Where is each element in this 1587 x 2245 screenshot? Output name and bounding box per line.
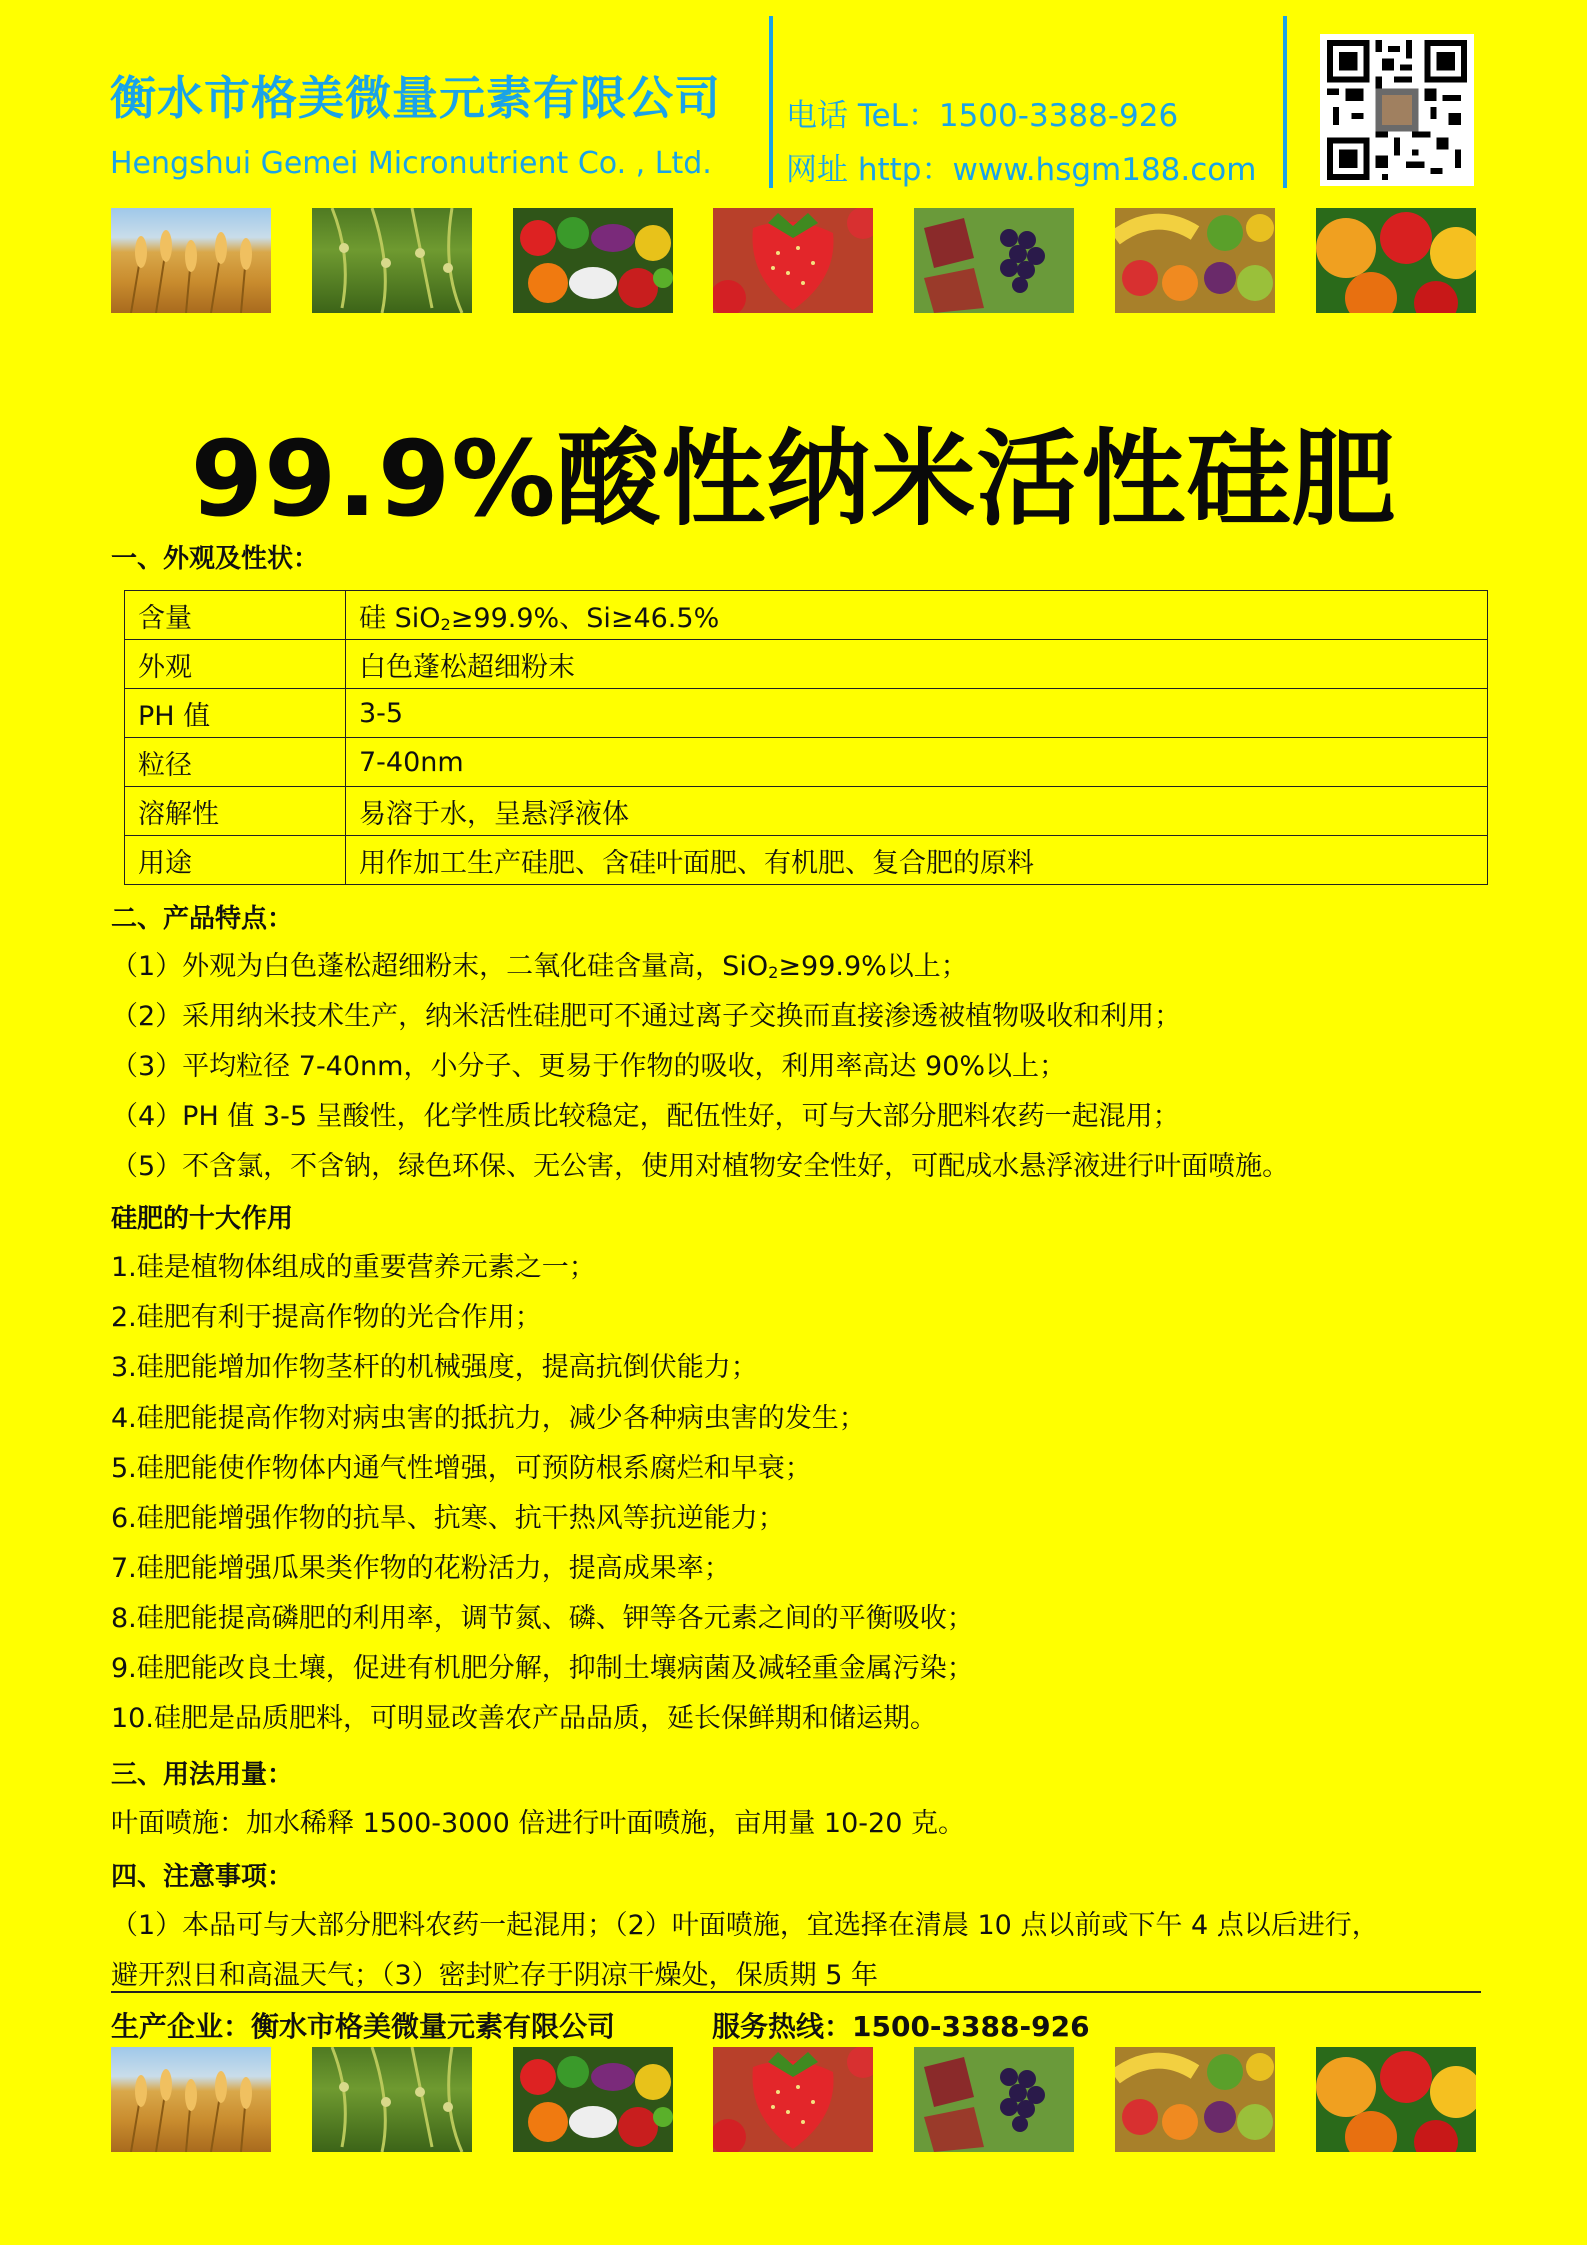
producer-text: 生产企业：衡水市格美微量元素有限公司 [111, 2010, 616, 2043]
vegetables-photo [513, 208, 673, 313]
section3-heading: 三、用法用量： [111, 1760, 294, 1790]
section2-heading: 二、产品特点： [111, 904, 294, 934]
feature-item: （3）平均粒径 7-40nm，小分子、更易于作物的吸收，利用率高达 90%以上； [111, 1051, 1067, 1082]
rice-photo [312, 208, 472, 313]
rice-photo [312, 2047, 472, 2152]
function-item: 6.硅肥能增强作物的抗旱、抗寒、抗干热风等抗逆能力； [111, 1503, 785, 1534]
header-divider-right [1283, 16, 1287, 188]
function-item: 2.硅肥有利于提高作物的光合作用； [111, 1302, 542, 1333]
properties-table [124, 590, 1488, 885]
property-value: 硅 SiO$_2$≥99.9%、Si≥46.5% [346, 591, 1488, 640]
property-value: 白色蓬松超细粉末 [346, 640, 1488, 689]
phone-text: 电话 TeL：1500-3388-926 [786, 98, 1179, 134]
company-name-cn: 衡水市格美微量元素有限公司 [110, 71, 721, 125]
property-value: 7-40nm [346, 738, 1488, 787]
website-link[interactable]: 网址 http：www.hsgm188.com [786, 152, 1257, 188]
citrus-photo [1316, 2047, 1476, 2152]
header-divider-left [769, 16, 773, 188]
function-item: 5.硅肥能使作物体内通气性增强，可预防根系腐烂和早衰； [111, 1453, 812, 1484]
table-row [125, 591, 1488, 640]
header [0, 0, 1587, 200]
functions-heading: 硅肥的十大作用 [111, 1204, 294, 1234]
wheat-photo [111, 2047, 271, 2152]
vegetables-photo [513, 2047, 673, 2152]
qr-code[interactable] [1320, 34, 1474, 186]
section4-heading: 四、注意事项： [111, 1862, 294, 1892]
usage-text: 叶面喷施：加水稀释 1500-3000 倍进行叶面喷施，亩用量 10-20 克。 [111, 1808, 965, 1839]
property-value: 易溶于水，呈悬浮液体 [346, 787, 1488, 836]
property-key: 外观 [125, 640, 346, 689]
property-key: PH 值 [125, 689, 346, 738]
function-item: 4.硅肥能提高作物对病虫害的抵抗力，减少各种病虫害的发生； [111, 1403, 866, 1434]
table-row [125, 738, 1488, 787]
footer-divider [111, 1991, 1481, 1993]
feature-item: （4）PH 值 3-5 呈酸性，化学性质比较稳定，配伍性好，可与大部分肥料农药一起混用； [111, 1101, 1180, 1132]
company-name-en: Hengshui Gemei Micronutrient Co. , Ltd. [110, 146, 712, 181]
table-row [125, 787, 1488, 836]
fruit-pile-photo [1115, 208, 1275, 313]
table-row [125, 689, 1488, 738]
fruit-pile-photo [1115, 2047, 1275, 2152]
function-item: 8.硅肥能提高磷肥的利用率，调节氮、磷、钾等各元素之间的平衡吸收； [111, 1603, 974, 1634]
feature-item: （5）不含氯，不含钠，绿色环保、无公害，使用对植物安全性好，可配成水悬浮液进行叶面喷施。 [111, 1151, 1290, 1182]
property-key: 用途 [125, 836, 346, 885]
property-key: 溶解性 [125, 787, 346, 836]
notice-line: （1）本品可与大部分肥料农药一起混用；（2）叶面喷施，宜选择在清晨 10 点以前或下午 4 点以后进行， [111, 1910, 1379, 1941]
top-photo-strip [111, 208, 1476, 313]
section1-heading: 一、外观及性状： [111, 544, 320, 574]
citrus-photo [1316, 208, 1476, 313]
function-item: 1.硅是植物体组成的重要营养元素之一； [111, 1252, 596, 1283]
grapes-photo [914, 208, 1074, 313]
function-item: 3.硅肥能增加作物茎杆的机械强度，提高抗倒伏能力； [111, 1352, 758, 1383]
function-item: 7.硅肥能增强瓜果类作物的花粉活力，提高成果率； [111, 1553, 731, 1584]
wheat-photo [111, 208, 271, 313]
table-row [125, 836, 1488, 885]
property-value: 3-5 [346, 689, 1488, 738]
notice-line: 避开烈日和高温天气；（3）密封贮存于阴凉干燥处，保质期 5 年 [111, 1960, 879, 1991]
table-row [125, 640, 1488, 689]
function-item: 9.硅肥能改良土壤，促进有机肥分解，抑制土壤病菌及减轻重金属污染； [111, 1653, 974, 1684]
strawberry-photo [713, 2047, 873, 2152]
property-key: 含量 [125, 591, 346, 640]
strawberry-photo [713, 208, 873, 313]
property-key: 粒径 [125, 738, 346, 787]
bottom-photo-strip [111, 2047, 1476, 2152]
grapes-photo [914, 2047, 1074, 2152]
page-title: 99.9%酸性纳米活性硅肥 [190, 418, 1397, 540]
function-item: 10.硅肥是品质肥料，可明显改善农产品品质，延长保鲜期和储运期。 [111, 1703, 937, 1734]
hotline-text: 服务热线：1500-3388-926 [712, 2010, 1090, 2043]
feature-item: （2）采用纳米技术生产，纳米活性硅肥可不通过离子交换而直接渗透被植物吸收和利用； [111, 1001, 1182, 1032]
feature-item: （1）外观为白色蓬松超细粉末，二氧化硅含量高，SiO$_2$≥99.9%以上； [111, 951, 968, 983]
property-value: 用作加工生产硅肥、含硅叶面肥、有机肥、复合肥的原料 [346, 836, 1488, 885]
